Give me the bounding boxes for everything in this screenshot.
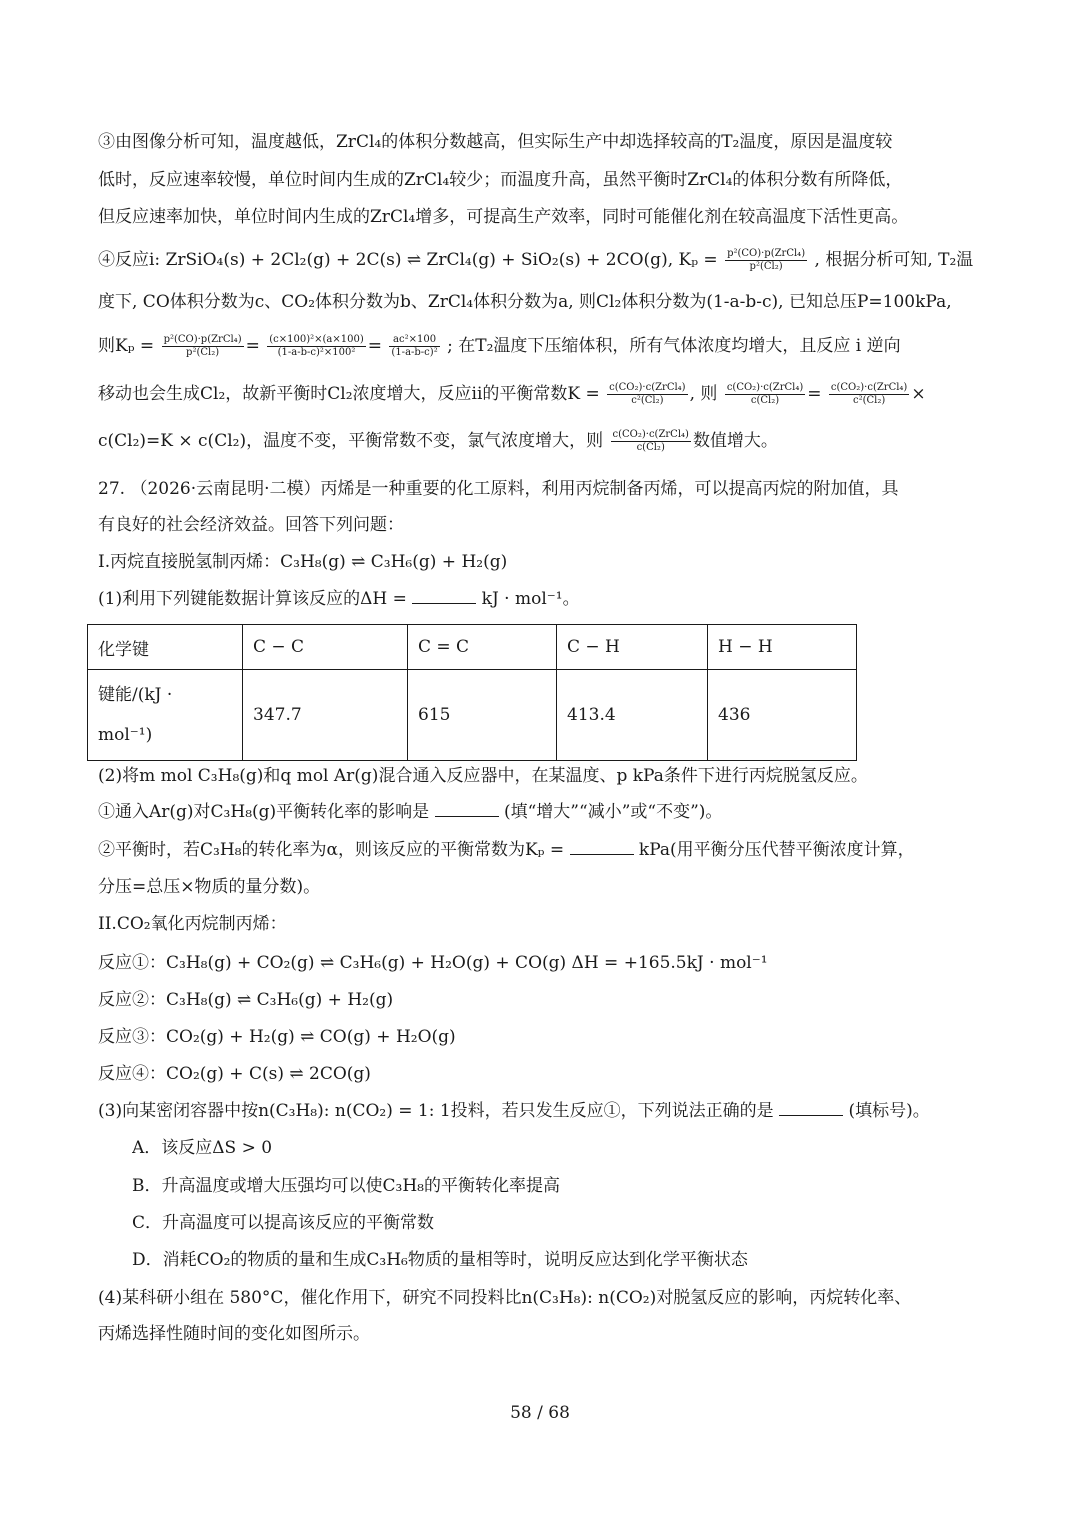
conclusion-tail: 数值增大。: [692, 431, 778, 451]
numerator: c(CO₂)·c(ZrCl₄): [612, 429, 689, 440]
table-header-cell: C − C: [243, 625, 408, 670]
subquestion-1: [98, 587, 998, 611]
reaction-i-tail: , 根据分析可知, T₂温: [814, 250, 974, 270]
subquestion-3-text: (3)向某密闭容器中按n(C₃H₈): n(CO₂) = 1: 1投料，若只发生反应①，下列说法正确的是: [98, 1101, 774, 1121]
table-header-cell: H − H: [708, 625, 857, 670]
table-cell: 347.7: [243, 670, 408, 761]
solution-line-6: 则Kₚ = $\frac{\text{p²(CO)·p(ZrCl₄)}}{\text{p²(Cl₂)}}$ = $\frac{\text{(c×100)²×(a×100)}}{\text{(1-a-b-c)²×100²}}$ = $\frac{\text{ac²×100}}{\text{(1-a-b-c)²}}$ ; 在T₂温度下压缩体积，所有气体浓度均增大，且反应 i 逆向: [98, 334, 901, 358]
question-27-line-1: 27. （2026·云南昆明·二模）丙烯是一种重要的化工原料，利用丙烷制备丙烯，可以提高丙烷的附加值，具: [98, 479, 899, 499]
kp-label: 则Kₚ =: [98, 336, 155, 356]
k-fraction-2: [725, 382, 805, 407]
option-a: A．该反应ΔS > 0: [132, 1138, 273, 1158]
option-b: B．升高温度或增大压强均可以使C₃H₈的平衡转化率提高: [132, 1176, 560, 1196]
table-row-label: [88, 670, 243, 761]
numerator: ac²×100: [389, 334, 439, 347]
kp-fraction-3: [389, 334, 439, 359]
compress-text: ; 在T₂温度下压缩体积，所有气体浓度均增大，且反应 i 逆向: [447, 336, 901, 356]
table-header-cell: 化学键: [88, 625, 243, 670]
subquestion-3-hint: (填标号)。: [848, 1101, 930, 1121]
answer-blank: [435, 800, 499, 817]
table-cell: 615: [408, 670, 557, 761]
k-fraction-3: [829, 382, 909, 407]
solution-line-5: 度下, CO体积分数为c、CO₂体积分数为b、ZrCl₄体积分数为a, 则Cl₂体积分数为(1-a-b-c), 已知总压P=100kPa,: [98, 292, 952, 312]
row-label-line-1: 键能/(kJ ·: [98, 685, 173, 705]
option-d: D．消耗CO₂的物质的量和生成C₃H₆物质的量相等时，说明反应达到化学平衡状态: [132, 1250, 748, 1270]
subquestion-2-2: [98, 838, 998, 862]
subquestion-4-line-1: (4)某科研小组在 580°C，催化作用下，研究不同投料比n(C₃H₈): n(CO₂)对脱氢反应的影响，丙烷转化率、: [98, 1288, 912, 1308]
numerator: p²(CO)·p(ZrCl₄): [163, 334, 242, 345]
answer-blank: [779, 1099, 843, 1116]
times-sign: ×: [911, 384, 926, 404]
equals-sign: =: [807, 384, 822, 404]
answer-blank: [570, 838, 634, 855]
denominator: (1-a-b-c)²: [391, 347, 438, 358]
subquestion-2: (2)将m mol C₃H₈(g)和q mol Ar(g)混合通入反应器中，在某温度、p kPa条件下进行丙烷脱氢反应。: [98, 766, 868, 786]
kp-fraction-1: [162, 334, 244, 359]
conclusion-text: c(Cl₂)=K × c(Cl₂)，温度不变，平衡常数不变，氯气浓度增大，则: [98, 431, 604, 451]
table-row: [88, 670, 857, 761]
numerator: c(CO₂)·c(ZrCl₄): [726, 382, 804, 393]
denominator: (1-a-b-c)²×100²: [277, 347, 356, 358]
subquestion-2-2-line-2: 分压=总压×物质的量分数)。: [98, 877, 321, 897]
then-text: , 则: [689, 384, 718, 404]
page-number: 58 / 68: [510, 1403, 570, 1423]
ratio-fraction: [611, 429, 691, 454]
k-fraction-1: [607, 382, 687, 407]
subquestion-2-2-hint: kPa(用平衡分压代替平衡浓度计算，: [638, 840, 915, 860]
solution-line-3: 但反应速率加快，单位时间内生成的ZrCl₄增多，可提高生产效率，同时可能催化剂在较高温度下活性更高。: [98, 207, 909, 227]
part-2-heading: II.CO₂氧化丙烷制丙烯：: [98, 914, 287, 934]
subquestion-2-1-hint: (填“增大”“减小”或“不变”)。: [503, 802, 723, 822]
answer-blank: [412, 587, 476, 604]
subquestion-3: [98, 1099, 998, 1123]
denominator: c²(Cl₂): [631, 395, 664, 406]
subquestion-2-2-text: ②平衡时，若C₃H₈的转化率为α，则该反应的平衡常数为Kₚ =: [98, 840, 565, 860]
option-c: C．升高温度可以提高该反应的平衡常数: [132, 1213, 435, 1233]
table-header-cell: C = C: [408, 625, 557, 670]
kp-denominator: p²(Cl₂): [749, 261, 783, 272]
reaction-2: 反应②：C₃H₈(g) ⇌ C₃H₆(g) + H₂(g): [98, 990, 394, 1010]
row-label-line-2: mol⁻¹): [98, 725, 153, 745]
table-cell: 436: [708, 670, 857, 761]
reaction-4: 反应④：CO₂(g) + C(s) ⇌ 2CO(g): [98, 1064, 371, 1084]
unit-text: kJ · mol⁻¹。: [481, 589, 580, 609]
k-text: 移动也会生成Cl₂，故新平衡时Cl₂浓度增大，反应ii的平衡常数K =: [98, 384, 600, 404]
kp-fraction-2: [267, 334, 366, 359]
reaction-3: 反应③：CO₂(g) + H₂(g) ⇌ CO(g) + H₂O(g): [98, 1027, 456, 1047]
denominator: p²(Cl₂): [186, 347, 220, 358]
table-cell: 413.4: [557, 670, 708, 761]
numerator: (c×100)²×(a×100): [269, 334, 364, 345]
solution-line-1: ③由图像分析可知，温度越低，ZrCl₄的体积分数越高，但实际生产中却选择较高的T₂温度，原因是温度较: [98, 132, 893, 152]
reaction-i-text: ④反应i: ZrSiO₄(s) + 2Cl₂(g) + 2C(s) ⇌ ZrCl₄(g) + SiO₂(s) + 2CO(g), Kₚ =: [98, 250, 718, 270]
part-1-heading: I.丙烷直接脱氢制丙烯：C₃H₈(g) ⇌ C₃H₆(g) + H₂(g): [98, 552, 508, 572]
subquestion-4-line-2: 丙烯选择性随时间的变化如图所示。: [98, 1324, 370, 1344]
table-header-cell: C − H: [557, 625, 708, 670]
subquestion-2-1-text: ①通入Ar(g)对C₃H₈(g)平衡转化率的影响是: [98, 802, 430, 822]
denominator: c(Cl₂): [636, 442, 665, 453]
subquestion-2-1: [98, 800, 998, 824]
solution-line-8: [98, 425, 998, 457]
reaction-1: 反应①：C₃H₈(g) + CO₂(g) ⇌ C₃H₆(g) + H₂O(g) + CO(g) ΔH = +165.5kJ · mol⁻¹: [98, 953, 768, 973]
denominator: c²(Cl₂): [852, 395, 886, 406]
numerator: c(CO₂)·c(ZrCl₄): [830, 382, 908, 393]
question-27-line-2: 有良好的社会经济效益。回答下列问题：: [98, 515, 404, 535]
subquestion-1-text: (1)利用下列键能数据计算该反应的ΔH =: [98, 589, 407, 609]
denominator: c(Cl₂): [750, 395, 780, 406]
kp-fraction: [725, 248, 807, 273]
kp-numerator: p²(CO)·p(ZrCl₄): [727, 248, 806, 259]
numerator: c(CO₂)·c(ZrCl₄): [609, 382, 686, 393]
solution-line-4: [98, 245, 998, 275]
solution-line-2: 低时，反应速率较慢，单位时间内生成的ZrCl₄较少；而温度升高，虽然平衡时ZrCl₄的体积分数有所降低，: [98, 170, 903, 190]
bond-energy-table: [87, 624, 857, 761]
solution-line-7: [98, 378, 998, 410]
table-header-row: [88, 625, 857, 670]
